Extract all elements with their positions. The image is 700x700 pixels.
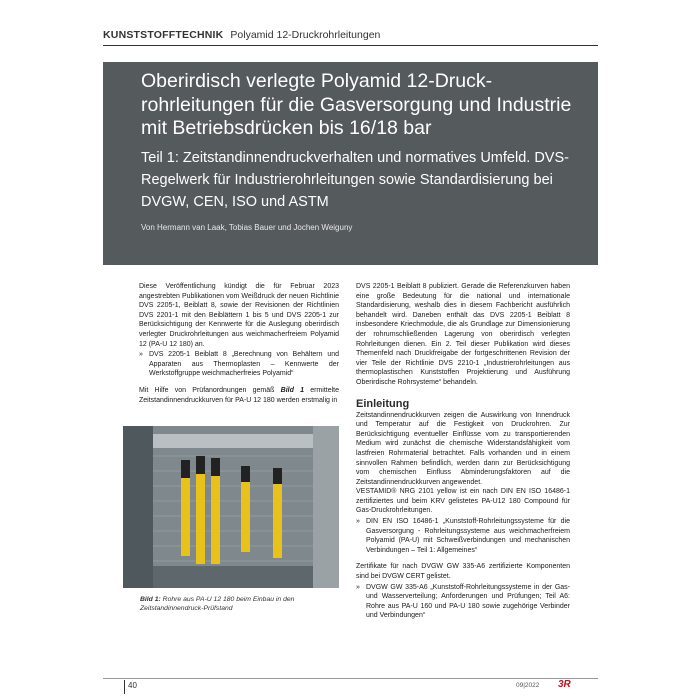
figure-reference-link[interactable]: Bild 1 (280, 386, 304, 394)
header-divider (103, 45, 598, 46)
bullet-text: DIN EN ISO 16486-1 „Kunststoff-Rohrleitungssysteme für die Gasversorgung - Rohrleitungssysteme aus weichmacherfreiem Polyamid (PA-U) mit Schweißverbindungen und mechanischen Verbindungen – Teil 1: Allgemeines“ (366, 518, 570, 554)
bullet-text: DVGW GW 335-A6 „Kunststoff-Rohrleitungssysteme in der Gas- und Wasserverteilung; Anforderungen und Prüfungen; Teil A6: Rohre aus PA-U 160 und PA-U 180 sowie zugehörige Verbinder und Verbindungen“ (366, 583, 570, 620)
footer-divider (103, 678, 598, 679)
section-label: KUNSTSTOFFTECHNIK (103, 29, 224, 41)
body-paragraph: Zeitstandinnendruckkurven zeigen die Auswirkung von Innendruck und Temperatur auf die Festigkeit von Druckrohren. Zur Berücksichtigung eventueller Einflüsse vom zu transportierenden Medium wird zunächst die chemische Widerstandsfähigkeit vom lastfreien Rohrmaterial betrachtet. Falls vorhanden und in einem sinnvollen Rahmen befindlich, werden dann zur Berücksichtigung vom chemischen Einfluss Abminderungsfaktoren auf die Zeitstandinnendruckkurven angewendet. (356, 411, 570, 486)
title-block (103, 62, 598, 265)
figure-caption (140, 595, 340, 613)
body-paragraph: Zertifikate für nach DVGW GW 335-A6 zertifizierte Komponenten sind bei DVGW CERT gelistet. (356, 563, 570, 581)
issue-number: 09|2022 (516, 682, 540, 689)
bullet-mark: » (356, 518, 360, 526)
test-rig-illustration (123, 426, 339, 588)
bullet-text: DVS 2205-1 Beiblatt 8 „Berechnung von Behältern und Apparaten aus Thermoplasten – Kennwerte der Werkstoffgruppe weichmacherfreies Polyamid“ (149, 351, 339, 378)
caption-label: Bild 1: (140, 596, 161, 603)
author-line: Von Hermann van Laak, Tobias Bauer und Jochen Weiguny (141, 222, 353, 232)
bullet-item (356, 583, 570, 621)
article-title: Oberirdisch verlegte Polyamid 12-Druckrohrleitungen für die Gasversorgung und Industrie mit Betriebsdrücken bis 16/18 bar (141, 70, 572, 139)
bullet-mark: » (139, 351, 143, 359)
left-column (139, 282, 339, 405)
page-number-bar (124, 680, 125, 694)
bullet-item (139, 350, 339, 379)
page-number: 40 (128, 681, 137, 690)
topic-label: Polyamid 12-Druckrohrleitungen (230, 29, 381, 41)
continuation-paragraph: DVS 2205-1 Beiblatt 8 publiziert. Gerade die Referenzkurven haben eine große Bedeutung für die national und internationale Standardisierung, weshalb dies in diesem Fachbericht ausführlich behandelt wird. Daneben enthält das DVS 2205-1 Beiblatt 8 insbesondere Kriechmodule, die als Grundlage zur Dimensionierung der rohrumschließenden Lagerung von oberirdisch verlegten Rohrleitungen dienen. Ein 2. Teil dieser Publikation wird dieses Themenfeld nach Druckfreigabe der fortgeschrittenen Revision der vier Teile der Richtlinie DVS 2210-1 „Industrierohrleitungen aus thermoplastischen Kunststoffen Projektierung und Ausführung Oberirdische Rohrsysteme“ behandeln. (356, 283, 570, 386)
bullet-mark: » (356, 583, 360, 591)
journal-logo: 3R (558, 679, 571, 690)
bullet-item (356, 517, 570, 555)
intro-paragraph: Diese Veröffentlichung kündigt die für Februar 2023 angestrebten Publikationen vom Weißdruck der neuen Richtlinie DVS 2205-1, Beiblatt 8, sowie der Revisionen der Richtlinien DVS 2201-1 mit den Beiblättern 1 bis 5 und DVS 2205-1 zur Berücksichtigung der Kennwerte für die Auslegung oberirdisch verlegter Druckrohrleitungen aus weichmacherfreiem Polyamid 12 (PA-U 12 180) an. (139, 283, 339, 348)
caption-text: Rohre aus PA-U 12 180 beim Einbau in den Zeitstandinnendruck-Prüfstand (140, 596, 295, 612)
section-heading: Einleitung (356, 397, 410, 410)
test-rig-photo (123, 426, 339, 588)
article-subtitle: Teil 1: Zeitstandinnendruckverhalten und normatives Umfeld. DVS-Regelwerk für Industrierohrleitungen sowie Standardisierung bei DVGW, CEN, ISO und ASTM (141, 149, 569, 210)
body-paragraph: VESTAMID® NRG 2101 yellow ist ein nach DIN EN ISO 16486-1 zertifiziertes und beim KRV gelistetes PA-U12 180 Compound für Gas-Druckrohrleitungen. (356, 488, 570, 515)
right-column (356, 282, 570, 621)
figure-reference-paragraph: Mit Hilfe von Prüfanordnungen gemäß Bild 1 ermittelte Zeitstandinnendruckkurven für PA-U 12 180 werden erstmalig in (139, 386, 339, 404)
